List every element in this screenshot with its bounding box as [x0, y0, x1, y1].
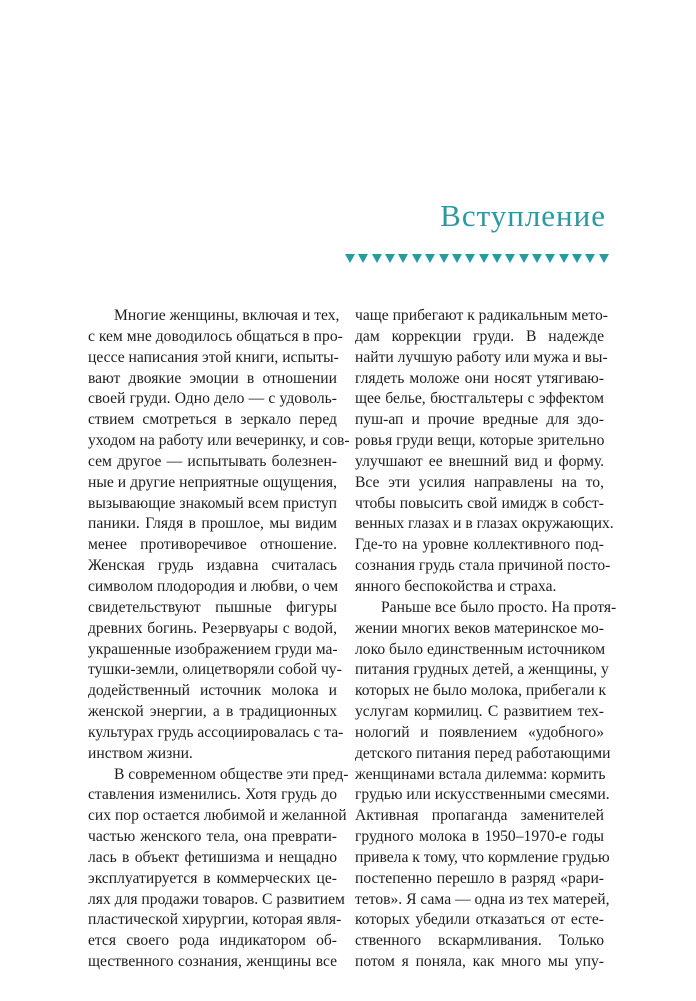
ornament-triangle-icon [492, 254, 502, 263]
text-line: тетов». Я сама — одна из тех матерей, [355, 890, 610, 908]
text-line: инством жизни. [88, 744, 193, 762]
text-line: своей груди. Одно дело — с удоволь- [88, 390, 337, 408]
text-line: найти лучшую работу или мужа и вы- [355, 348, 608, 366]
text-line: щее белье, бюстгальтеры с эффектом [355, 390, 604, 408]
text-line: привела к тому, что кормление грудью [355, 848, 610, 866]
ornament-triangle-icon [465, 254, 475, 263]
ornament-triangle-icon [479, 254, 489, 263]
ornament-triangle-icon [398, 254, 408, 263]
text-line: менее противоречивое отношение. [88, 536, 337, 554]
text-line: ные и другие неприятные ощущения, [88, 473, 337, 491]
text-line: сем другое — испытывать болезнен- [88, 452, 337, 470]
ornament-triangle-icon [572, 254, 582, 263]
text-line: нологий и появлением «удобного» [355, 723, 604, 741]
text-line: свидетельствуют пышные фигуры [88, 598, 337, 616]
text-line: чаще прибегают к радикальным мето- [355, 307, 608, 324]
text-line: тушки-земли, олицетворяли собой чу- [88, 661, 342, 679]
ornament-triangle-icon [545, 254, 555, 263]
text-line: лась в объект фетишизма и нещадно [88, 848, 337, 866]
ornament-triangle-icon [559, 254, 569, 263]
text-line: символом плодородия и любви, о чем [88, 577, 339, 595]
text-line: женщинами встала дилемма: кормить [355, 765, 606, 783]
text-line: Все эти усилия направлены на то, [355, 473, 604, 491]
text-line: улучшают ее внешний вид и форму. [355, 452, 604, 470]
text-line: женской энергии, а в традиционных [88, 703, 337, 721]
text-line: чтобы повысить свой имидж в собст- [355, 494, 604, 512]
text-line: сих пор остается любимой и желанной [88, 807, 347, 825]
text-line: пластической хирургии, которая явля- [88, 911, 342, 929]
text-line: культурах грудь ассоциировалась с та- [88, 723, 344, 741]
text-column-left [88, 306, 350, 973]
ornament-triangle-icon [345, 254, 355, 263]
text-line: глядеть моложе они носят утягиваю- [355, 369, 604, 387]
text-line: которых не было молока, прибегали к [355, 682, 607, 700]
text-line: Где-то на уровне коллективного под- [355, 536, 604, 554]
text-line: услугам кормилиц. С развитием тех- [355, 703, 604, 721]
text-line: ется своего рода индикатором об- [88, 932, 337, 950]
text-line: постепенно перешло в разряд «рари- [355, 869, 604, 887]
ornament-triangle-icon [519, 254, 529, 263]
text-line: эксплуатируется в коммерческих це- [88, 869, 337, 887]
ornament-triangle-icon [412, 254, 422, 263]
ornament-triangle-icon [425, 254, 435, 263]
text-line: с кем мне доводилось общаться в про- [88, 327, 343, 345]
text-line: вызывающие знакомый всем приступ [88, 494, 337, 512]
text-line: Активная пропаганда заменителей [355, 807, 604, 825]
text-line: ственного вскармливания. Только [355, 932, 604, 950]
text-line: венных глазах и в глазах окружающих. [355, 515, 614, 533]
text-line: цессе написания этой книги, испыты- [88, 348, 339, 366]
ornament-triangle-icon [599, 254, 609, 263]
text-line: грудного молока в 1950–1970-е годы [355, 828, 604, 846]
text-line: уходом на работу или вечеринку, и сов- [88, 432, 350, 450]
chapter-title: Вступление [440, 198, 606, 233]
text-line: Многие женщины, включая и тех, [114, 307, 340, 324]
text-line: частью женского тела, она преврати- [88, 828, 337, 846]
text-line: древних богинь. Резервуары с водой, [88, 619, 337, 637]
text-line: паники. Глядя в прошлое, мы видим [88, 515, 337, 533]
text-line: потом я поняла, как много мы упу- [355, 953, 604, 971]
text-line: янного беспокойства и страха. [355, 577, 557, 595]
ornament-triangle-icon [505, 254, 515, 263]
text-line: пуш-ап и прочие вредные для здо- [355, 411, 604, 429]
text-line: локо было единственным источником [355, 640, 606, 658]
text-line: украшенные изображением груди ма- [88, 640, 338, 658]
text-line: жении многих веков материнское мо- [355, 619, 604, 637]
text-column-right [355, 306, 617, 973]
text-line: щественного сознания, женщины все [88, 953, 337, 971]
ornament-triangle-icon [372, 254, 382, 263]
text-line: Раньше все было просто. На протя- [381, 598, 617, 616]
ornament-triangle-icon [439, 254, 449, 263]
text-line: ставления изменились. Хотя грудь до [88, 786, 337, 804]
text-line: которых убедили отказаться от есте- [355, 911, 604, 929]
text-line: вают двоякие эмоции в отношении [88, 369, 337, 387]
text-line: Женская грудь издавна считалась [88, 557, 337, 575]
ornament-divider [345, 254, 609, 266]
ornament-triangle-icon [358, 254, 368, 263]
ornament-triangle-icon [385, 254, 395, 263]
text-line: В современном обществе эти пред- [114, 765, 349, 783]
ornament-triangle-icon [532, 254, 542, 263]
text-line: питания грудных детей, а женщины, у [355, 661, 609, 679]
text-line: ровья груди вещи, которые зрительно [355, 432, 605, 450]
text-line: детского питания перед работающими [355, 744, 611, 762]
text-line: лях для продажи товаров. С развитием [88, 890, 345, 908]
text-line: ствием смотреться в зеркало перед [88, 411, 337, 429]
text-line: дам коррекции груди. В надежде [355, 327, 604, 345]
ornament-triangle-icon [452, 254, 462, 263]
text-line: сознания грудь стала причиной посто- [355, 557, 611, 575]
text-line: додейственный источник молока и [88, 682, 337, 700]
text-line: грудью или искусственными смесями. [355, 786, 610, 804]
ornament-triangle-icon [585, 254, 595, 263]
